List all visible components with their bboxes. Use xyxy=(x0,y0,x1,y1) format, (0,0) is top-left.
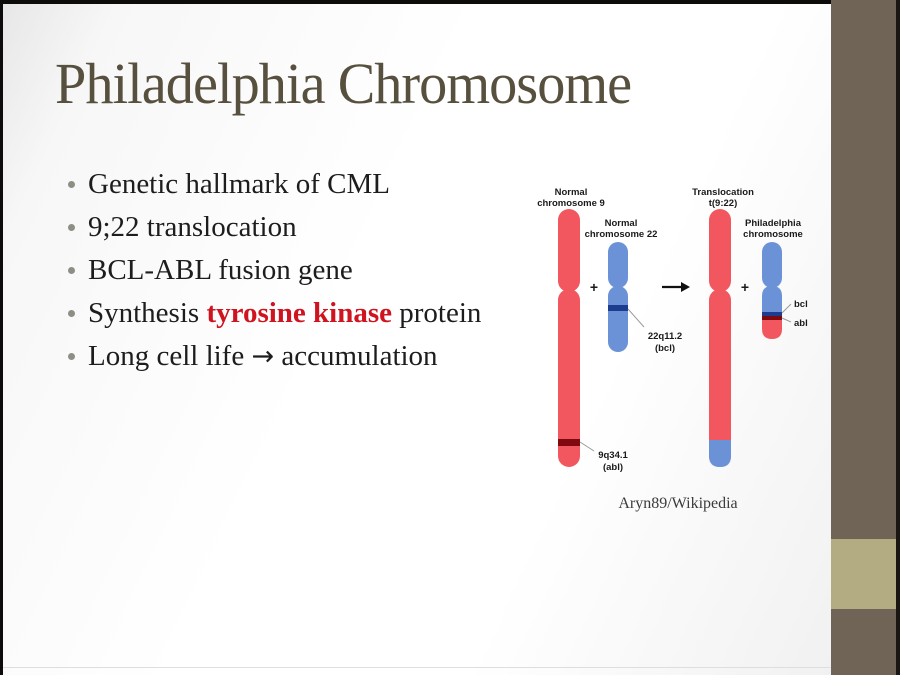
image-credit: Aryn89/Wikipedia xyxy=(618,495,738,512)
transform-arrow-head xyxy=(681,282,690,292)
chr9-label-line2: chromosome 9 xyxy=(537,198,605,209)
bullet-dot xyxy=(68,267,75,274)
right-arrow-glyph: → xyxy=(251,341,275,372)
chromosome-22-top-arm xyxy=(608,242,628,288)
bullet-item-tyrosine-kinase xyxy=(68,292,481,335)
bullet-text: BCL-ABL fusion gene xyxy=(88,254,353,286)
bullet-item-cml xyxy=(68,163,481,206)
bullet-dot xyxy=(68,181,75,188)
band-22q-label-line2: (bcl) xyxy=(654,343,676,354)
bullet-dot xyxy=(68,224,75,231)
bullet-item-translocation xyxy=(68,206,481,249)
philadelphia-label-line2: chromosome xyxy=(743,229,803,240)
chromosome-diagram xyxy=(535,170,835,520)
chr9-label-line1: Normal xyxy=(554,187,588,198)
philadelphia-bcl-leader-line xyxy=(782,304,791,313)
bullet-text: Synthesis xyxy=(88,297,207,329)
chromosome-22-bcl-band xyxy=(608,305,628,311)
abl-gene-label: abl xyxy=(794,318,808,329)
band-9q-label-line1: 9q34.1 xyxy=(598,450,628,461)
bcl-band-leader-line xyxy=(628,309,644,327)
band-9q-label-line2: (abl) xyxy=(602,462,624,473)
plus-sign: + xyxy=(740,279,750,295)
sidebar-accent-square xyxy=(831,539,896,609)
slide-title: Philadelphia Chromosome xyxy=(55,51,632,116)
chromosome-22-bottom-arm xyxy=(608,286,628,352)
bullet-text: 9;22 translocation xyxy=(88,211,297,243)
bullet-text: accumulation xyxy=(274,340,438,372)
philadelphia-chromosome-blue-segment xyxy=(762,286,782,312)
slide-canvas xyxy=(3,4,831,675)
bullet-text: Long cell life xyxy=(88,340,252,372)
bullet-dot xyxy=(68,310,75,317)
bullet-dot xyxy=(68,353,75,360)
chr22-label-line2: chromosome 22 xyxy=(584,229,658,240)
slide-bottom-edge-line xyxy=(3,667,831,668)
bcl-gene-label: bcl xyxy=(794,299,808,310)
abl-band-leader-line xyxy=(580,442,594,451)
philadelphia-chromosome-red-tip xyxy=(762,320,782,339)
chromosome-9-abl-band xyxy=(558,439,580,446)
chr22-label-line1: Normal xyxy=(604,218,638,229)
right-sidebar-panel xyxy=(831,0,900,675)
philadelphia-label-line1: Philadelphia xyxy=(745,218,801,229)
translocation-label-line1: Translocation xyxy=(692,187,754,198)
translocation-chromosome-top-arm xyxy=(709,209,731,292)
bullet-item-fusion-gene xyxy=(68,249,481,292)
band-22q-label-line1: 22q11.2 xyxy=(647,331,683,342)
bullet-text: protein xyxy=(392,297,482,329)
philadelphia-abl-band xyxy=(762,316,782,320)
bullet-item-cell-life xyxy=(68,335,481,378)
bullet-list xyxy=(68,163,481,378)
philadelphia-abl-leader-line xyxy=(782,318,791,322)
translocation-label-line2: t(9:22) xyxy=(708,198,738,209)
philadelphia-chromosome-top-arm xyxy=(762,242,782,288)
bullet-text: Genetic hallmark of CML xyxy=(88,168,390,200)
bullet-text-highlight: tyrosine kinase xyxy=(206,297,393,329)
translocation-chromosome-blue-tip xyxy=(709,440,731,467)
plus-sign: + xyxy=(589,279,599,295)
chromosome-9-top-arm xyxy=(558,209,580,292)
philadelphia-bcl-band xyxy=(762,312,782,316)
